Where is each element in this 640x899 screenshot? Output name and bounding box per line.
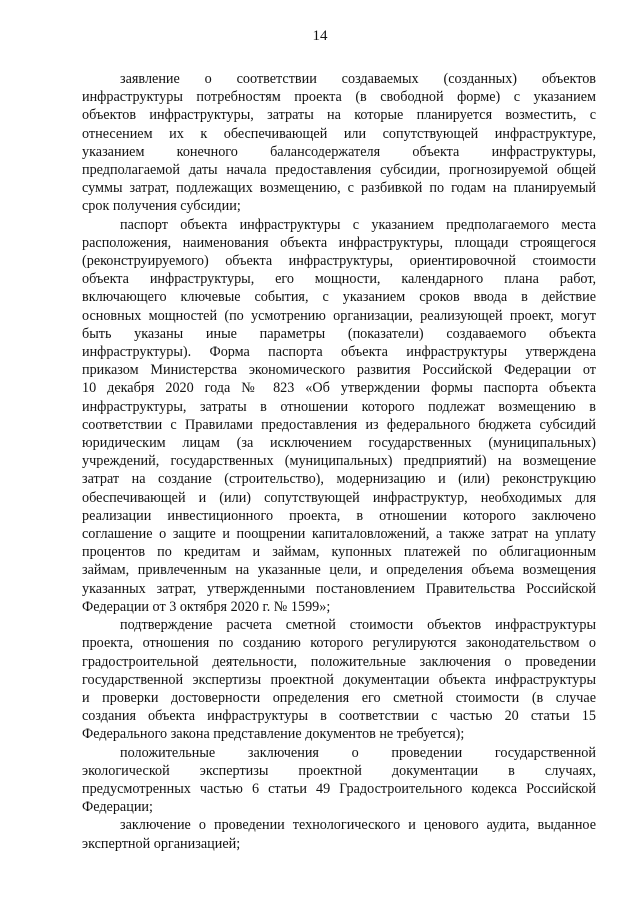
text-line: юридическим лицам (за исключением государственных (муниципальных) (82, 435, 596, 452)
text-line: соглашение о защите и поощрении капиталовложений, а также затрат на уплату (82, 526, 596, 543)
text-line: приказом Министерства экономического развития Российской Федерации от (82, 362, 596, 379)
text-line: займам, привлеченным на указанные цели, и определения объема возмещения (82, 562, 596, 579)
text-line: заявление о соответствии создаваемых (созданных) объектов (120, 71, 596, 87)
text-line: процентов по кредитам и займам, купонных платежей по облигационным (82, 544, 596, 561)
text-line: инфраструктуры). Форма паспорта объекта инфраструктуры утверждена (82, 344, 596, 361)
text-line: объектов инфраструктуры, затраты на которые планируется возместить, с (82, 107, 596, 124)
text-line: объекта инфраструктуры, его мощности, календарного плана работ, (82, 271, 596, 288)
text-line: соответствии с Правилами предоставления из федерального бюджета субсидий (82, 416, 596, 433)
text-line: инфраструктуры потребностям проекта (в свободной форме) с указанием (82, 89, 596, 106)
text-line: заключение о проведении технологического и ценового аудита, выданное (120, 817, 596, 834)
text-line: быть указаны иные параметры (показатели) создаваемого объекта (82, 325, 596, 342)
text-line: государственной экспертизы проектной документации объекта инфраструктуры (82, 671, 596, 688)
page-number: 14 (312, 28, 328, 44)
text-line: создания объекта инфраструктуры в соответствии с частью 20 статьи 15 (82, 708, 596, 725)
text-line: предусмотренных частью 6 статьи 49 Градостроительного кодекса Российской (82, 780, 596, 797)
text-line: 10 декабря 2020 года № 823 «Об утверждении формы паспорта объекта (82, 380, 596, 397)
text-line: Федерального закона представление документов не требуется); (82, 726, 465, 743)
text-line: учреждений, государственных (муниципальных) предприятий) на возмещение (82, 453, 596, 470)
document-body (82, 70, 596, 853)
paragraph (82, 816, 596, 852)
text-line: указанных затрат, утвержденными постановлением Правительства Российской (82, 580, 596, 597)
paragraph (82, 70, 596, 216)
text-line: паспорт объекта инфраструктуры с указанием предполагаемого места (120, 216, 596, 233)
text-line: суммы затрат, подлежащих возмещению, с разбивкой по годам на планируемый (82, 180, 596, 197)
text-line: положительные заключения о проведении государственной (120, 744, 596, 761)
text-line: и проверки достоверности определения его сметной стоимости (в случае (82, 689, 596, 706)
text-line: градостроительной деятельности, положительные заключения о проведении (82, 653, 596, 670)
text-line: подтверждение расчета сметной стоимости объектов инфраструктуры (120, 617, 596, 634)
text-line: расположения, наименования объекта инфраструктуры, площади строящегося (82, 234, 596, 251)
text-line: (реконструируемого) объекта инфраструктуры, ориентировочной стоимости (82, 253, 596, 270)
text-line: обеспечивающей и (или) сопутствующей инфраструктур, необходимых для (82, 489, 596, 506)
text-line: Федерации; (82, 799, 153, 816)
text-line: отнесением их к обеспечивающей или сопутствующей инфраструктуре, (82, 125, 596, 142)
text-line: затрат на создание (строительство), модернизацию и (или) реконструкцию (82, 471, 596, 488)
text-line: основных мощностей (по усмотрению организации, реализующей проект, могут (82, 307, 596, 324)
paragraph (82, 216, 596, 616)
text-line: срок получения субсидии; (82, 198, 241, 215)
text-line: предполагаемой даты начала предоставления субсидии, прогнозируемой общей (82, 162, 596, 179)
text-line: реализации инвестиционного проекта, в отношении которого заключено (82, 507, 596, 524)
text-line: инфраструктуры, затраты в отношении которого подлежат возмещению в (82, 398, 596, 415)
text-line: Федерации от 3 октября 2020 г. № 1599»; (82, 598, 331, 615)
paragraph (82, 616, 596, 743)
text-line: включающего ключевые события, с указанием сроков ввода в действие (82, 289, 596, 306)
paragraph (82, 744, 596, 817)
text-line: проекта, отношения по созданию которого регулируются законодательством о (82, 635, 596, 652)
text-line: экспертной организацией; (82, 835, 241, 852)
text-line: указанием конечного балансодержателя объекта инфраструктуры, (82, 143, 596, 160)
text-line: экологической экспертизы проектной документации в случаях, (82, 762, 596, 779)
